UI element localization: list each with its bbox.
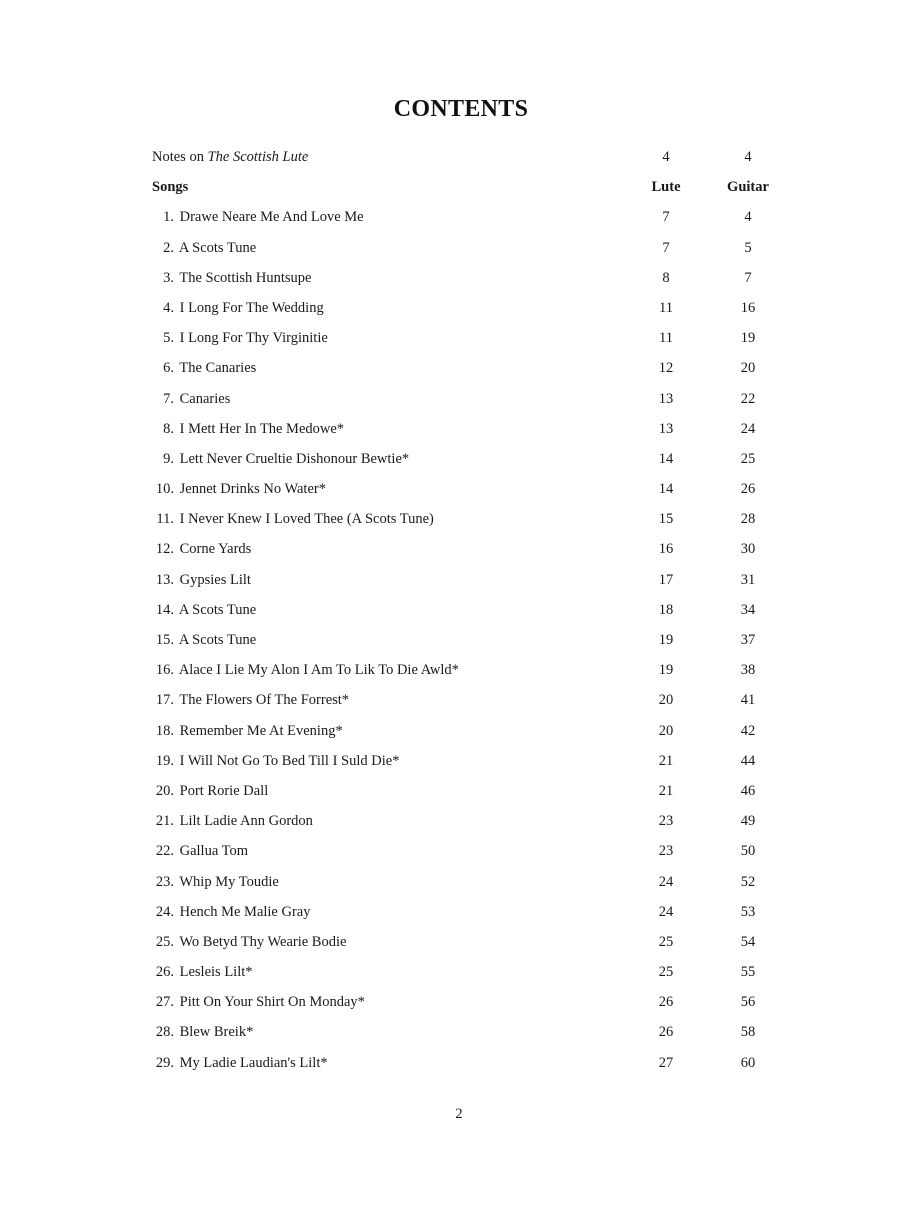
song-number: 2. [163, 239, 174, 256]
song-title [152, 534, 251, 564]
lute-page: 21 [658, 782, 674, 799]
toc-entry [0, 806, 900, 836]
song-title [152, 414, 344, 444]
song-title [152, 987, 365, 1017]
toc-entry [0, 414, 900, 444]
lute-page: 16 [658, 541, 674, 558]
song-number: 1. [163, 209, 174, 226]
notes-italic-title: The Scottish Lute [207, 149, 309, 165]
lute-page: 15 [658, 511, 674, 528]
notes-row [0, 142, 900, 172]
guitar-page: 60 [740, 1054, 756, 1071]
song-name: Alace I Lie My Alon I Am To Lik To Die Awld* [178, 662, 459, 679]
toc-entry [0, 595, 900, 625]
lute-column-header: Lute [651, 179, 681, 196]
toc-entry [0, 716, 900, 746]
lute-page: 7 [662, 239, 670, 256]
toc-entry [0, 1017, 900, 1047]
toc-entry [0, 836, 900, 866]
song-title [152, 1048, 328, 1078]
song-name: I Never Knew I Loved Thee (A Scots Tune) [179, 511, 434, 528]
guitar-page: 25 [740, 450, 756, 467]
toc-entry [0, 987, 900, 1017]
song-name: Lett Never Crueltie Dishonour Bewtie* [179, 450, 410, 467]
page-title: CONTENTS [393, 96, 529, 122]
song-number: 9. [163, 450, 174, 467]
guitar-page: 55 [740, 964, 756, 981]
guitar-page: 38 [740, 662, 756, 679]
lute-page: 23 [658, 843, 674, 860]
song-number: 7. [163, 390, 174, 407]
song-title [152, 444, 409, 474]
song-name: Jennet Drinks No Water* [179, 481, 326, 498]
toc-entry [0, 746, 900, 776]
column-header-row [0, 172, 900, 202]
song-title [152, 293, 324, 323]
song-title [152, 323, 328, 353]
song-name: Lesleis Lilt* [179, 964, 253, 981]
toc-entry [0, 384, 900, 414]
notes-guitar-page: 4 [744, 149, 752, 165]
song-title [152, 474, 326, 504]
toc-entry [0, 444, 900, 474]
song-number: 18. [155, 722, 174, 739]
song-title [152, 595, 256, 625]
songs-heading: Songs [152, 179, 189, 196]
toc-entry [0, 263, 900, 293]
song-title [152, 806, 313, 836]
song-title [152, 384, 230, 414]
song-name: Whip My Toudie [179, 873, 279, 890]
lute-page: 21 [658, 752, 674, 769]
toc-entry [0, 897, 900, 927]
song-number: 21. [155, 813, 174, 830]
toc-entry [0, 233, 900, 263]
song-name: I Mett Her In The Medowe* [179, 420, 345, 437]
page-number: 2 [455, 1106, 463, 1122]
lute-page: 8 [662, 269, 670, 286]
lute-page: 20 [658, 722, 674, 739]
song-name: I Long For The Wedding [179, 299, 324, 316]
song-number: 12. [155, 541, 174, 558]
song-name: Gallua Tom [179, 843, 249, 860]
lute-page: 11 [659, 330, 673, 347]
contents-table [0, 142, 900, 1078]
song-title [152, 746, 399, 776]
song-name: I Will Not Go To Bed Till I Suld Die* [179, 752, 400, 769]
guitar-page: 31 [740, 571, 756, 588]
song-number: 17. [155, 692, 174, 709]
toc-entry [0, 685, 900, 715]
notes-lute-page: 4 [662, 149, 670, 165]
song-number: 24. [155, 903, 174, 920]
lute-page: 11 [659, 299, 673, 316]
song-title [152, 353, 256, 383]
song-name: Corne Yards [179, 541, 252, 558]
song-number: 25. [155, 933, 174, 950]
song-name: A Scots Tune [178, 239, 257, 256]
song-title [152, 504, 434, 534]
song-name: A Scots Tune [178, 601, 257, 618]
song-number: 14. [155, 601, 174, 618]
guitar-page: 26 [740, 481, 756, 498]
guitar-page: 56 [740, 994, 756, 1011]
song-name: Gypsies Lilt [179, 571, 251, 588]
toc-entry [0, 565, 900, 595]
toc-entry [0, 293, 900, 323]
song-title [152, 233, 256, 263]
song-title [152, 685, 349, 715]
guitar-page: 54 [740, 933, 756, 950]
song-name: I Long For Thy Virginitie [179, 330, 328, 347]
lute-page: 24 [658, 873, 674, 890]
song-title [152, 625, 256, 655]
song-number: 16. [155, 662, 174, 679]
guitar-page: 5 [744, 239, 752, 256]
song-title [152, 716, 343, 746]
toc-entry [0, 625, 900, 655]
song-name: Wo Betyd Thy Wearie Bodie [179, 933, 347, 950]
guitar-page: 41 [740, 692, 756, 709]
lute-page: 26 [658, 994, 674, 1011]
song-number: 6. [163, 360, 174, 377]
guitar-page: 28 [740, 511, 756, 528]
guitar-page: 37 [740, 632, 756, 648]
toc-entry [0, 867, 900, 897]
song-title [152, 927, 346, 957]
song-number: 15. [155, 632, 174, 648]
toc-entry [0, 655, 900, 685]
guitar-page: 49 [740, 813, 756, 830]
guitar-page: 42 [740, 722, 756, 739]
song-number: 10. [155, 481, 174, 498]
song-number: 29. [155, 1054, 174, 1071]
lute-page: 14 [658, 450, 674, 467]
lute-page: 25 [658, 933, 674, 950]
guitar-page: 22 [740, 390, 756, 407]
song-name: A Scots Tune [178, 632, 257, 648]
song-number: 26. [155, 964, 174, 981]
song-number: 22. [155, 843, 174, 860]
song-name: My Ladie Laudian's Lilt* [179, 1054, 328, 1071]
toc-entry [0, 957, 900, 987]
lute-page: 13 [658, 390, 674, 407]
song-name: The Flowers Of The Forrest* [179, 692, 350, 709]
toc-entry [0, 323, 900, 353]
toc-entry [0, 202, 900, 232]
toc-entry [0, 927, 900, 957]
guitar-page: 58 [740, 1024, 756, 1041]
song-number: 19. [155, 752, 174, 769]
lute-page: 27 [658, 1054, 674, 1071]
song-number: 28. [155, 1024, 174, 1041]
notes-prefix: Notes on [152, 149, 208, 165]
song-list [0, 202, 900, 1077]
song-number: 4. [163, 299, 174, 316]
song-title [152, 565, 251, 595]
guitar-page: 50 [740, 843, 756, 860]
song-title [152, 263, 311, 293]
song-title [152, 897, 310, 927]
song-name: Remember Me At Evening* [179, 722, 343, 739]
song-number: 20. [155, 782, 174, 799]
notes-title [152, 142, 308, 172]
lute-page: 14 [658, 481, 674, 498]
song-title [152, 957, 253, 987]
song-title [152, 867, 279, 897]
toc-entry [0, 776, 900, 806]
lute-page: 25 [658, 964, 674, 981]
song-number: 5. [163, 330, 174, 347]
song-number: 13. [155, 571, 174, 588]
guitar-page: 4 [744, 209, 752, 226]
song-number: 27. [155, 994, 174, 1011]
toc-entry [0, 353, 900, 383]
toc-entry [0, 474, 900, 504]
song-name: Drawe Neare Me And Love Me [179, 209, 364, 226]
lute-page: 17 [658, 571, 674, 588]
guitar-page: 44 [740, 752, 756, 769]
song-name: Blew Breik* [179, 1024, 254, 1041]
song-title [152, 202, 364, 232]
guitar-page: 34 [740, 601, 756, 618]
song-title [152, 776, 268, 806]
song-number: 23. [155, 873, 174, 890]
toc-entry [0, 534, 900, 564]
lute-page: 13 [658, 420, 674, 437]
lute-page: 26 [658, 1024, 674, 1041]
lute-page: 7 [662, 209, 670, 226]
guitar-column-header: Guitar [727, 179, 769, 196]
song-title [152, 836, 248, 866]
guitar-page: 24 [740, 420, 756, 437]
toc-entry [0, 504, 900, 534]
lute-page: 20 [658, 692, 674, 709]
guitar-page: 7 [744, 269, 752, 286]
guitar-page: 52 [740, 873, 756, 890]
song-name: Port Rorie Dall [179, 782, 269, 799]
song-number: 8. [163, 420, 174, 437]
guitar-page: 19 [740, 330, 756, 347]
lute-page: 18 [658, 601, 674, 618]
guitar-page: 16 [740, 299, 756, 316]
song-name: Pitt On Your Shirt On Monday* [179, 994, 365, 1011]
song-name: Hench Me Malie Gray [179, 903, 311, 920]
song-name: Lilt Ladie Ann Gordon [179, 813, 313, 830]
lute-page: 24 [658, 903, 674, 920]
lute-page: 12 [658, 360, 674, 377]
toc-entry [0, 1048, 900, 1078]
lute-page: 23 [658, 813, 674, 830]
guitar-page: 30 [740, 541, 756, 558]
guitar-page: 53 [740, 903, 756, 920]
song-number: 3. [163, 269, 174, 286]
lute-page: 19 [658, 632, 674, 648]
lute-page: 19 [658, 662, 674, 679]
song-name: Canaries [179, 390, 231, 407]
song-name: The Canaries [179, 360, 257, 377]
song-number: 11. [156, 511, 174, 528]
song-name: The Scottish Huntsupe [179, 269, 312, 286]
song-title [152, 655, 459, 685]
song-title [152, 1017, 253, 1047]
guitar-page: 46 [740, 782, 756, 799]
guitar-page: 20 [740, 360, 756, 377]
